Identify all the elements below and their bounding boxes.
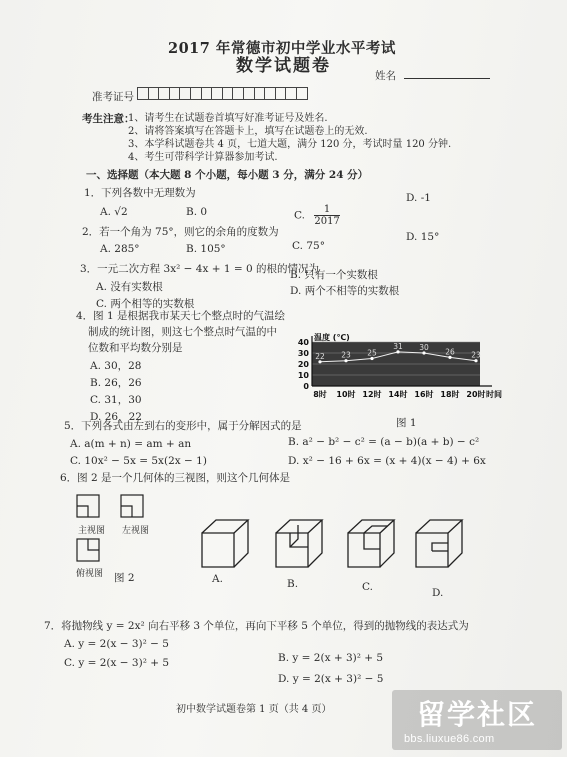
name-label: 姓名 [375,70,396,82]
q4-option-d: D. 26，22 [90,411,142,423]
q3-option-a: A. 没有实数根 [96,281,163,293]
q5-option-b: B. a² − b² − c² = (a − b)(a + b) − c² [288,436,480,448]
left-view-label: 左视图 [122,526,150,536]
page-footer: 初中数学试题卷第 1 页（共 4 页） [176,704,332,715]
q2-stem: 2．若一个角为 75°，则它的余角的度数为 [82,226,279,238]
q4-stem-3: 位数和平均数分别是 [88,342,183,354]
chart-y-tick-label: 30 [297,349,309,358]
q2-option-d: D. 15° [406,231,440,243]
watermark-logo-text: 留学社区 [416,698,538,731]
q4-stem-1: 4．图 1 是根据我市某天七个整点时的气温绘 [76,310,286,322]
note-item: 1、请考生在试题卷首填写好准考证号及姓名. [128,113,328,124]
q4-option-b: B. 26，26 [90,377,142,389]
q5-option-d: D. x² − 16 + 6x = (x + 4)(x − 4) + 6x [288,455,486,467]
notes-label: 考生注意： [82,113,135,125]
chart-x-tick-label: 20时 [466,390,486,399]
chart-data-label: 23 [471,350,481,360]
watermark-url: bbs.liuxue86.com [404,733,495,745]
q6-option-a: A. [212,573,223,585]
q4-option-a: A. 30，28 [90,360,142,372]
exam-subtitle: 数学试题卷 [236,56,331,76]
q1-option-a: A. √2 [100,206,128,218]
left-view-notch [121,506,132,517]
solid-options-figure [198,515,468,585]
solid-c-notched-cube [348,520,394,567]
chart-y-axis-label: 温度 (℃) [314,333,350,342]
q4-option-c: C. 31，30 [90,394,142,406]
chart-y-tick-label: 0 [303,382,309,391]
solid-d-cutout-cube [416,520,462,567]
chart-x-tick-label: 16时 [414,390,434,399]
q7-option-d: D. y = 2(x + 3)² − 5 [278,673,384,685]
chart-data-label: 22 [315,351,325,361]
chart-data-label: 23 [341,350,351,360]
solid-b-stepped-cube [276,520,322,567]
note-item: 4、考生可带科学计算器参加考试. [128,152,278,163]
q2-option-b: B. 105° [186,243,226,255]
q5-stem: 5．下列各式由左到右的变形中，属于分解因式的是 [64,420,302,432]
exam-number-label: 准考证号 [92,91,134,103]
chart-y-tick-label: 40 [297,338,309,347]
front-view-label: 主视图 [78,526,106,536]
q1-stem: 1．下列各数中无理数为 [84,187,196,199]
front-view-notch [77,506,88,517]
name-line [404,78,490,79]
top-view-label: 俯视图 [76,569,104,579]
q3-option-b: B. 只有一个实数根 [290,269,378,281]
chart-x-tick-label: 8时 [313,390,327,399]
top-view-notch [88,539,99,550]
note-item: 3、本学科试题卷共 4 页，七道大题，满分 120 分，考试时量 120 分钟. [128,139,452,150]
figure-1-caption: 图 1 [396,417,417,429]
q6-option-d: D. [432,587,444,599]
note-item: 2、请将答案填写在答题卡上，填写在试题卷上的无效. [128,126,368,137]
q3-option-d: D. 两个不相等的实数根 [290,285,400,297]
q1-option-d: D. -1 [406,192,431,204]
q6-option-c: C. [362,581,373,593]
chart-y-tick-label: 20 [297,360,309,369]
q7-stem: 7．将抛物线 y = 2x² 向右平移 3 个单位，再向下平移 5 个单位，得到的抛物线的表达式为 [44,620,469,632]
exam-title: 2017 年常德市初中学业水平考试 [168,40,396,57]
chart-x-tick-label: 10时 [336,390,356,399]
q6-stem: 6．图 2 是一个几何体的三视图，则这个几何体是 [60,472,291,484]
chart-x-axis-label: 时间 [486,390,502,399]
q1-option-c: C. $\frac{1}{2017}$ [294,204,340,227]
q4-stem-2: 制成的统计图，则这七个整点时气温的中 [88,326,277,338]
q7-option-a: A. y = 2(x − 3)² − 5 [64,638,169,650]
chart-data-label: 31 [393,341,403,351]
chart-x-tick-label: 12时 [362,390,382,399]
q1-option-b: B. 0 [186,206,208,218]
exam-number-boxes [138,87,308,100]
figure-2-caption: 图 2 [114,572,135,584]
chart-x-tick-label: 18时 [440,390,460,399]
chart-data-label: 26 [445,347,455,357]
q7-option-c: C. y = 2(x − 3)² + 5 [64,657,170,669]
chart-y-tick-label: 10 [297,371,309,380]
q2-option-c: C. 75° [292,240,325,252]
chart-x-tick-label: 14时 [388,390,408,399]
q5-option-c: C. 10x² − 5x = 5x(2x − 1) [70,455,207,467]
q7-option-b: B. y = 2(x + 3)² + 5 [278,652,384,664]
temperature-chart [296,330,510,412]
q3-stem: 3．一元二次方程 3x² − 4x + 1 = 0 的根的情况为 [80,263,320,275]
section-heading: 一、选择题（本大题 8 个小题，每小题 3 分，满分 24 分） [86,169,369,181]
q3-option-c: C. 两个相等的实数根 [96,298,195,310]
q5-option-a: A. a(m + n) = am + an [70,438,192,450]
chart-data-label: 30 [419,343,429,352]
chart-data-label: 25 [367,348,377,358]
q6-option-b: B. [287,578,299,590]
solid-a-cube [202,520,248,567]
q2-option-a: A. 285° [100,243,140,255]
